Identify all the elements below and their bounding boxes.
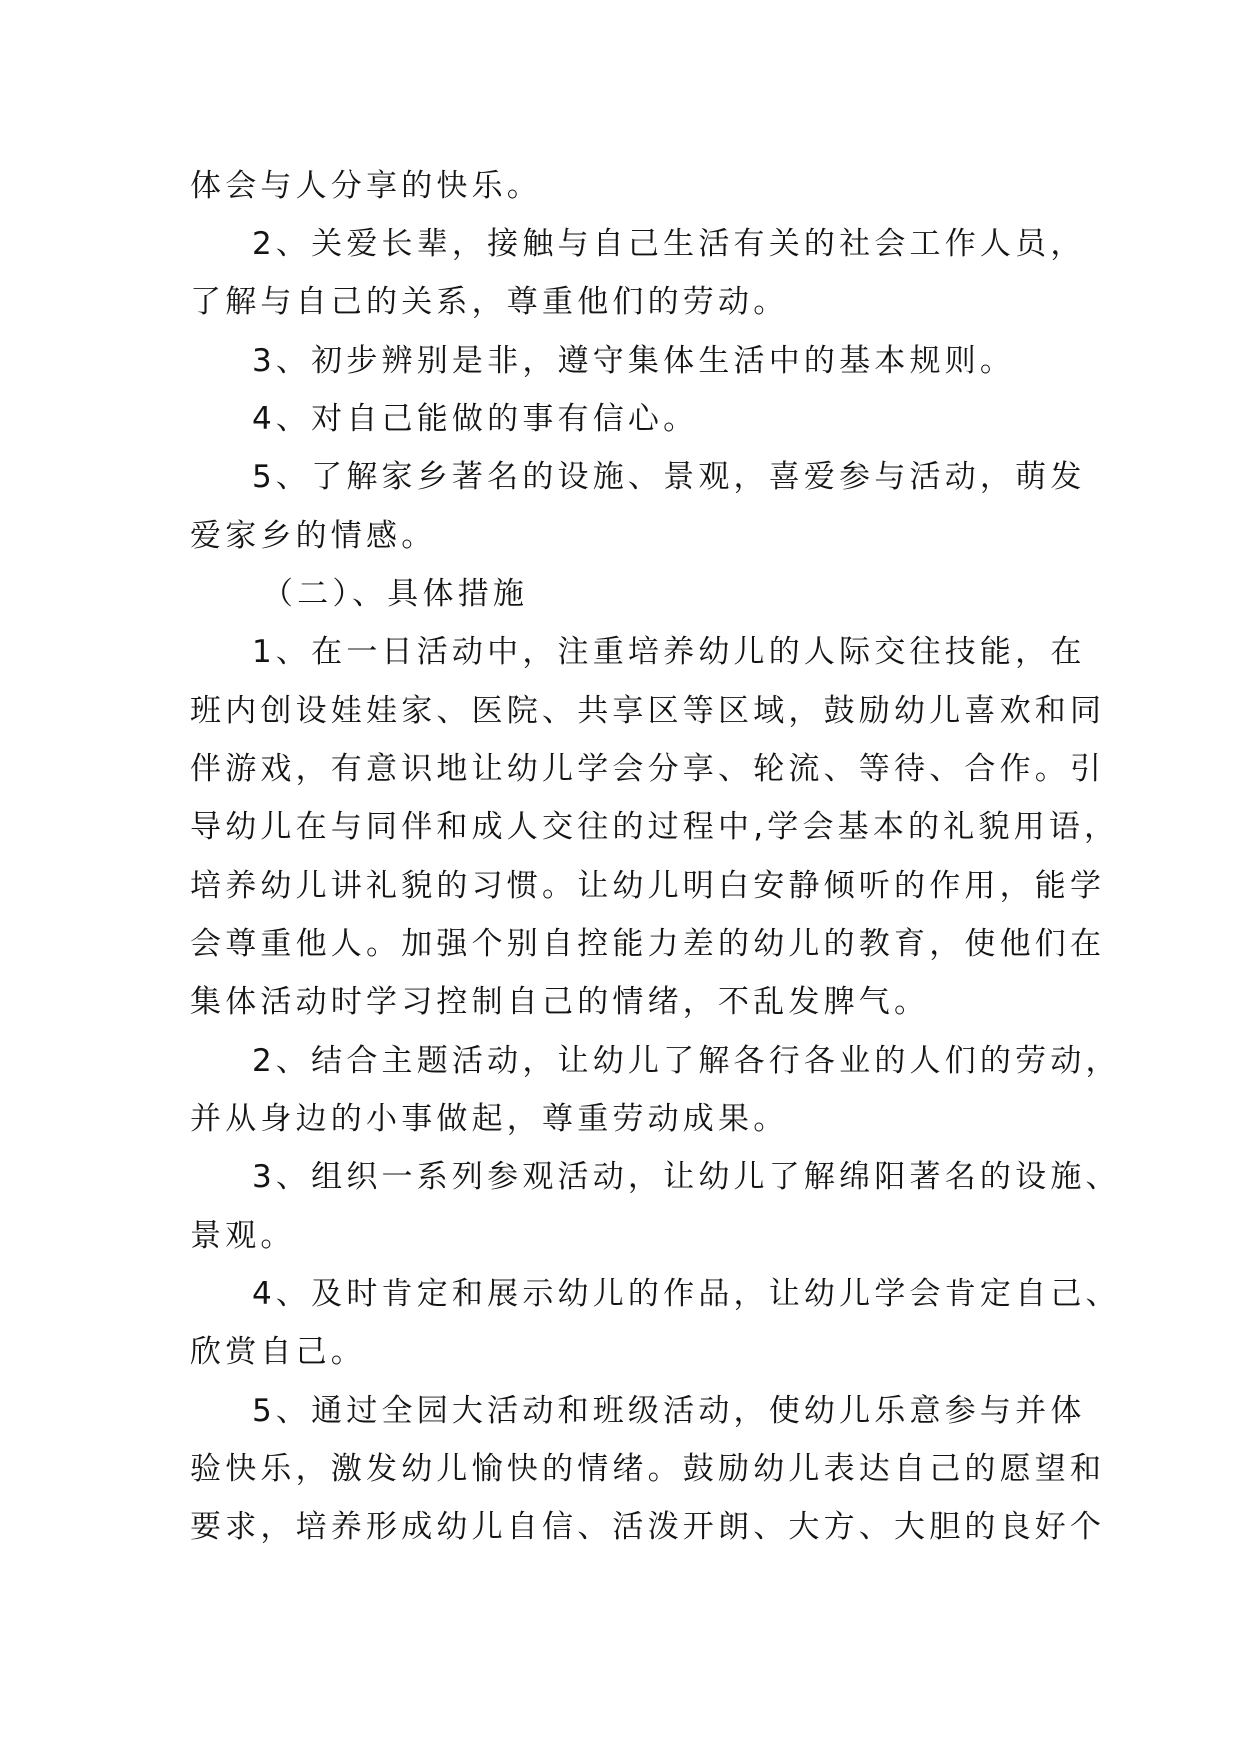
text-line: 会尊重他人。加强个别自控能力差的幼儿的教育，使他们在 (190, 926, 1106, 962)
text-line: 了解与自己的关系，尊重他们的劳动。 (190, 284, 789, 320)
text-line: 1、在一日活动中，注重培养幼儿的人际交往技能，在 (252, 634, 1086, 670)
text-line: 集体活动时学习控制自己的情绪，不乱发脾气。 (190, 984, 930, 1020)
text-line: 爱家乡的情感。 (190, 518, 437, 554)
text-line: 4、及时肯定和展示幼儿的作品，让幼儿学会肯定自己、 (252, 1276, 1121, 1312)
text-line: 要求，培养形成幼儿自信、活泼开朗、大方、大胆的良好个 (190, 1509, 1106, 1545)
text-line: 并从身边的小事做起，尊重劳动成果。 (190, 1101, 789, 1137)
text-line: 5、通过全园大活动和班级活动，使幼儿乐意参与并体 (252, 1393, 1086, 1429)
text-line: 班内创设娃娃家、医院、共享区等区域，鼓励幼儿喜欢和同 (190, 693, 1106, 729)
text-line: 景观。 (190, 1218, 296, 1254)
text-line: 4、对自己能做的事有信心。 (252, 401, 699, 437)
text-line: 3、初步辨别是非，遵守集体生活中的基本规则。 (252, 343, 1016, 379)
text-line: 导幼儿在与同伴和成人交往的过程中,学会基本的礼貌用语， (190, 809, 1120, 845)
text-line: 验快乐，激发幼儿愉快的情绪。鼓励幼儿表达自己的愿望和 (190, 1451, 1106, 1487)
text-line: 培养幼儿讲礼貌的习惯。让幼儿明白安静倾听的作用，能学 (190, 868, 1106, 904)
text-line: 欣赏自己。 (190, 1334, 366, 1370)
text-line: 3、组织一系列参观活动，让幼儿了解绵阳著名的设施、 (252, 1159, 1121, 1195)
section-heading: （二）、具体措施 (262, 576, 529, 612)
text-line: 2、结合主题活动，让幼儿了解各行各业的人们的劳动， (252, 1043, 1121, 1079)
text-line: 体会与人分享的快乐。 (190, 168, 542, 204)
text-line: 5、了解家乡著名的设施、景观，喜爱参与活动，萌发 (252, 459, 1086, 495)
text-line: 伴游戏，有意识地让幼儿学会分享、轮流、等待、合作。引 (190, 751, 1106, 787)
text-line: 2、关爱长辈，接触与自己生活有关的社会工作人员， (252, 226, 1086, 262)
